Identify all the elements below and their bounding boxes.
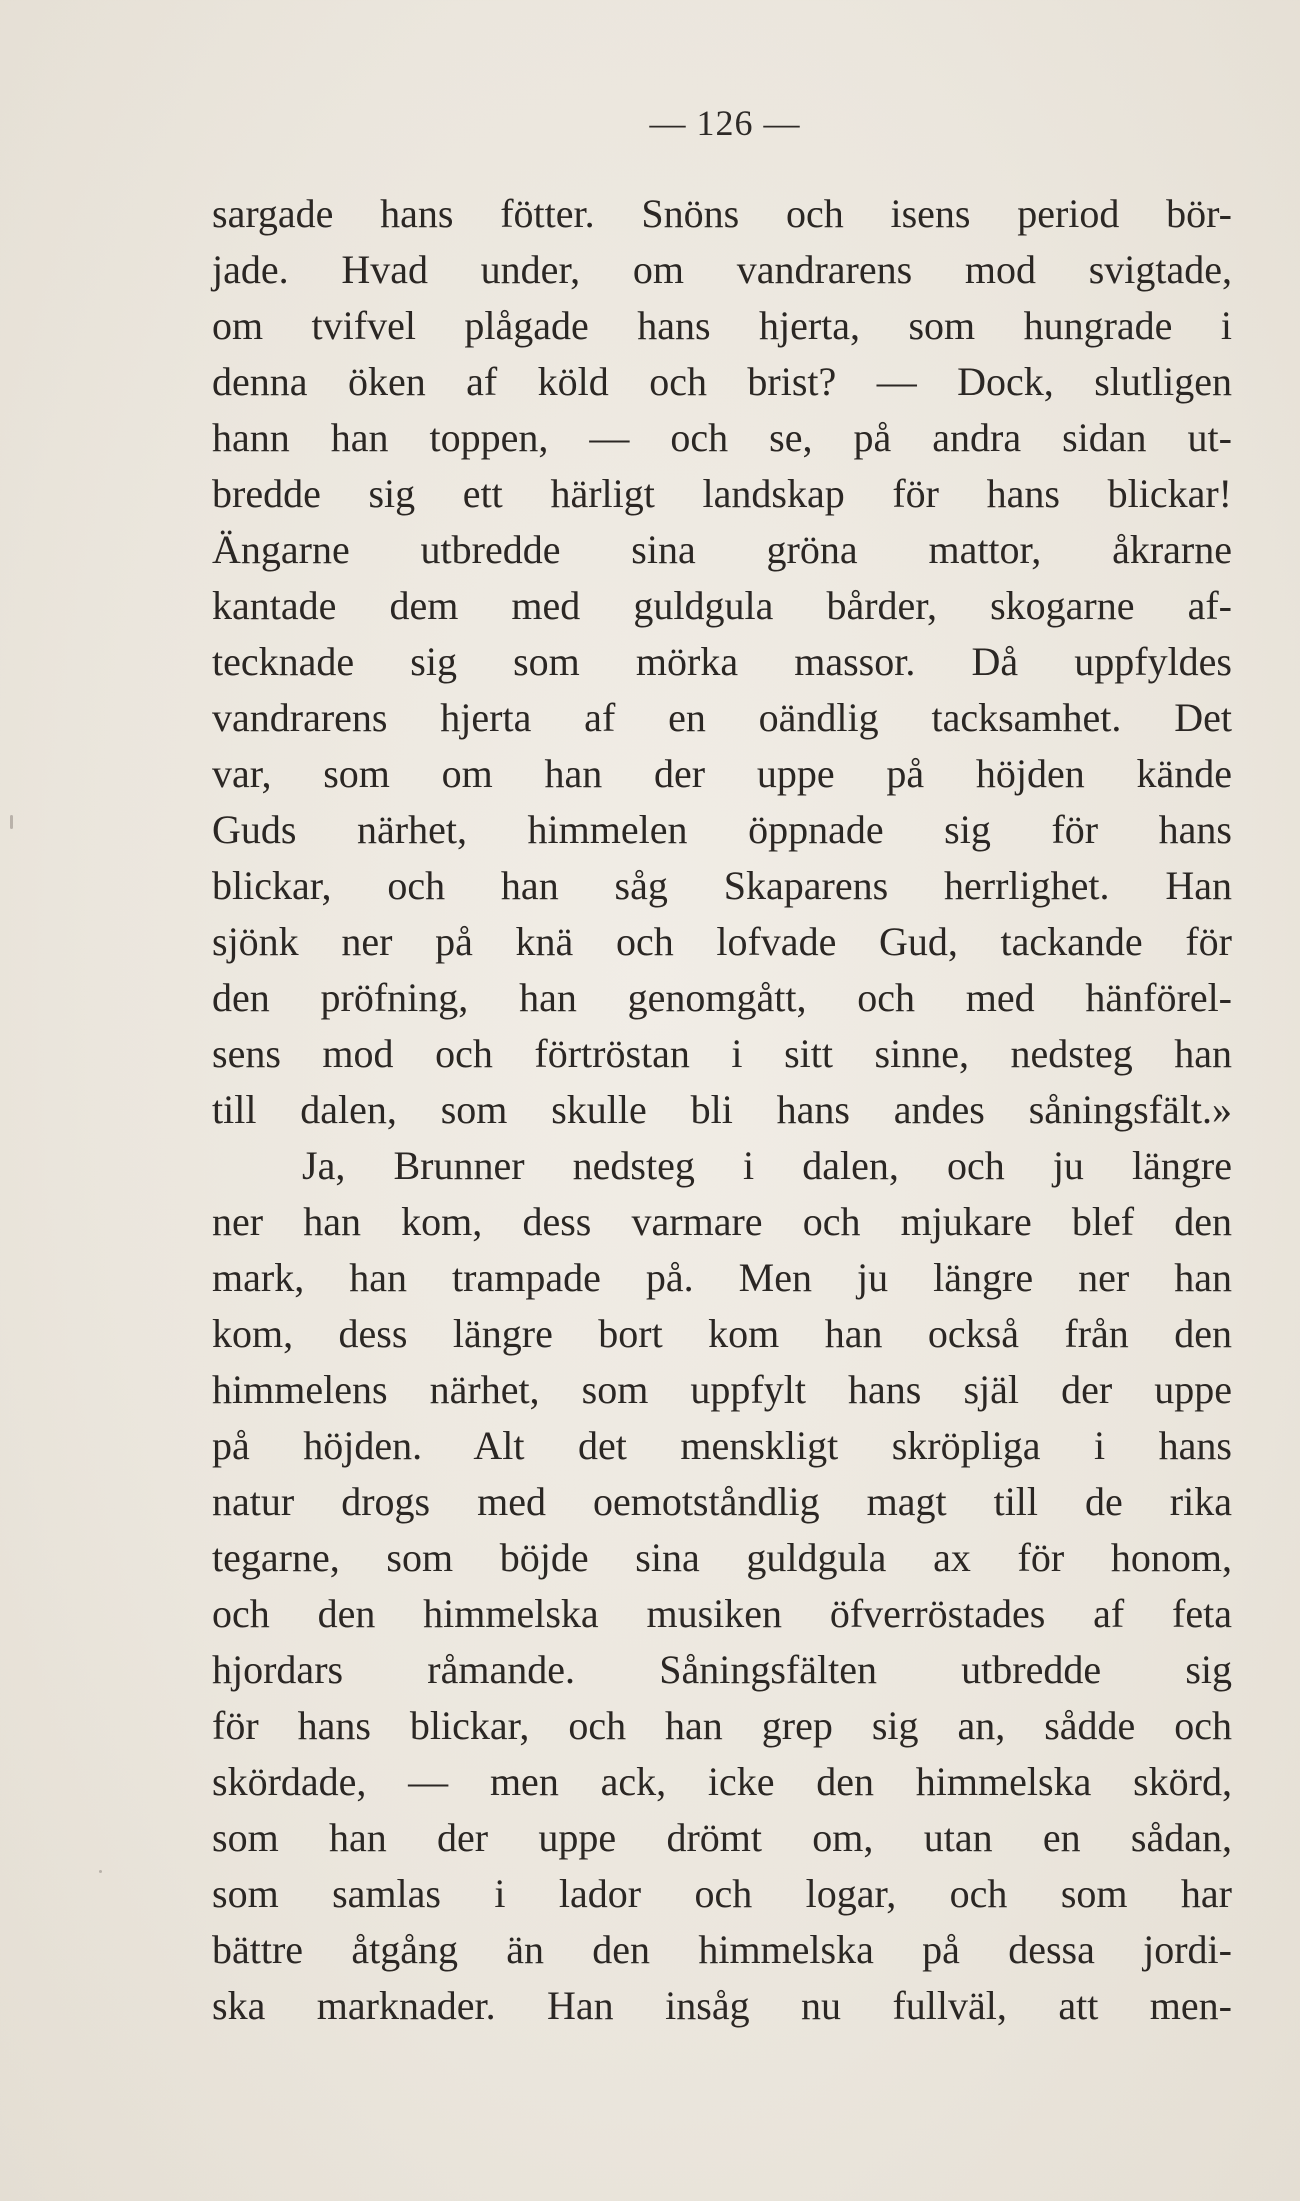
text-line: om tvifvel plågade hans hjerta, som hungrade i [212, 303, 1232, 348]
text-line: skördade, — men ack, icke den himmelska skörd, [212, 1759, 1232, 1804]
text-line: var, som om han der uppe på höjden kände [212, 751, 1232, 796]
text-line: sargade hans fötter. Snöns och isens period bör- [212, 191, 1232, 236]
text-line: hann han toppen, — och se, på andra sidan ut- [212, 415, 1232, 460]
paper-speck [99, 1870, 102, 1873]
body-text [212, 186, 1232, 2034]
text-line: denna öken af köld och brist? — Dock, slutligen [212, 359, 1232, 404]
text-line: himmelens närhet, som uppfylt hans själ der uppe [212, 1367, 1232, 1412]
text-line: bredde sig ett härligt landskap för hans blickar! [212, 471, 1232, 516]
text-line: jade. Hvad under, om vandrarens mod svigtade, [212, 247, 1232, 292]
text-line: Guds närhet, himmelen öppnade sig för hans [212, 807, 1232, 852]
text-line: hjordars råmande. Såningsfälten utbredde sig [212, 1647, 1232, 1692]
paper-speck [10, 815, 13, 829]
text-line: blickar, och han såg Skaparens herrlighet. Han [212, 863, 1232, 908]
text-line: den pröfning, han genomgått, och med hänförel- [212, 975, 1232, 1020]
text-line: tecknade sig som mörka massor. Då uppfyldes [212, 639, 1232, 684]
text-line: Ängarne utbredde sina gröna mattor, åkrarne [212, 527, 1232, 572]
text-line: för hans blickar, och han grep sig an, sådde och [212, 1703, 1232, 1748]
text-line: bättre åtgång än den himmelska på dessa jordi- [212, 1927, 1232, 1972]
text-line: mark, han trampade på. Men ju längre ner han [212, 1255, 1232, 1300]
text-line: och den himmelska musiken öfverröstades af feta [212, 1591, 1232, 1636]
text-line: ska marknader. Han insåg nu fullväl, att men- [212, 1983, 1232, 2028]
page-number: — 126 — [649, 103, 801, 143]
text-line: till dalen, som skulle bli hans andes såningsfält.» [212, 1087, 1232, 1132]
text-line: tegarne, som böjde sina guldgula ax för honom, [212, 1535, 1232, 1580]
text-line: sens mod och förtröstan i sitt sinne, nedsteg han [212, 1031, 1232, 1076]
text-line: kom, dess längre bort kom han också från den [212, 1311, 1232, 1356]
text-line: natur drogs med oemotståndlig magt till de rika [212, 1479, 1232, 1524]
text-line: som samlas i lador och logar, och som har [212, 1871, 1232, 1916]
text-line: sjönk ner på knä och lofvade Gud, tackande för [212, 919, 1232, 964]
text-line: på höjden. Alt det menskligt skröpliga i hans [212, 1423, 1232, 1468]
text-line: som han der uppe drömt om, utan en sådan, [212, 1815, 1232, 1860]
text-line: kantade dem med guldgula bårder, skogarne af- [212, 583, 1232, 628]
text-line: vandrarens hjerta af en oändlig tacksamhet. Det [212, 695, 1232, 740]
text-line: Ja, Brunner nedsteg i dalen, och ju längre [302, 1143, 1232, 1188]
text-line: ner han kom, dess varmare och mjukare blef den [212, 1199, 1232, 1244]
